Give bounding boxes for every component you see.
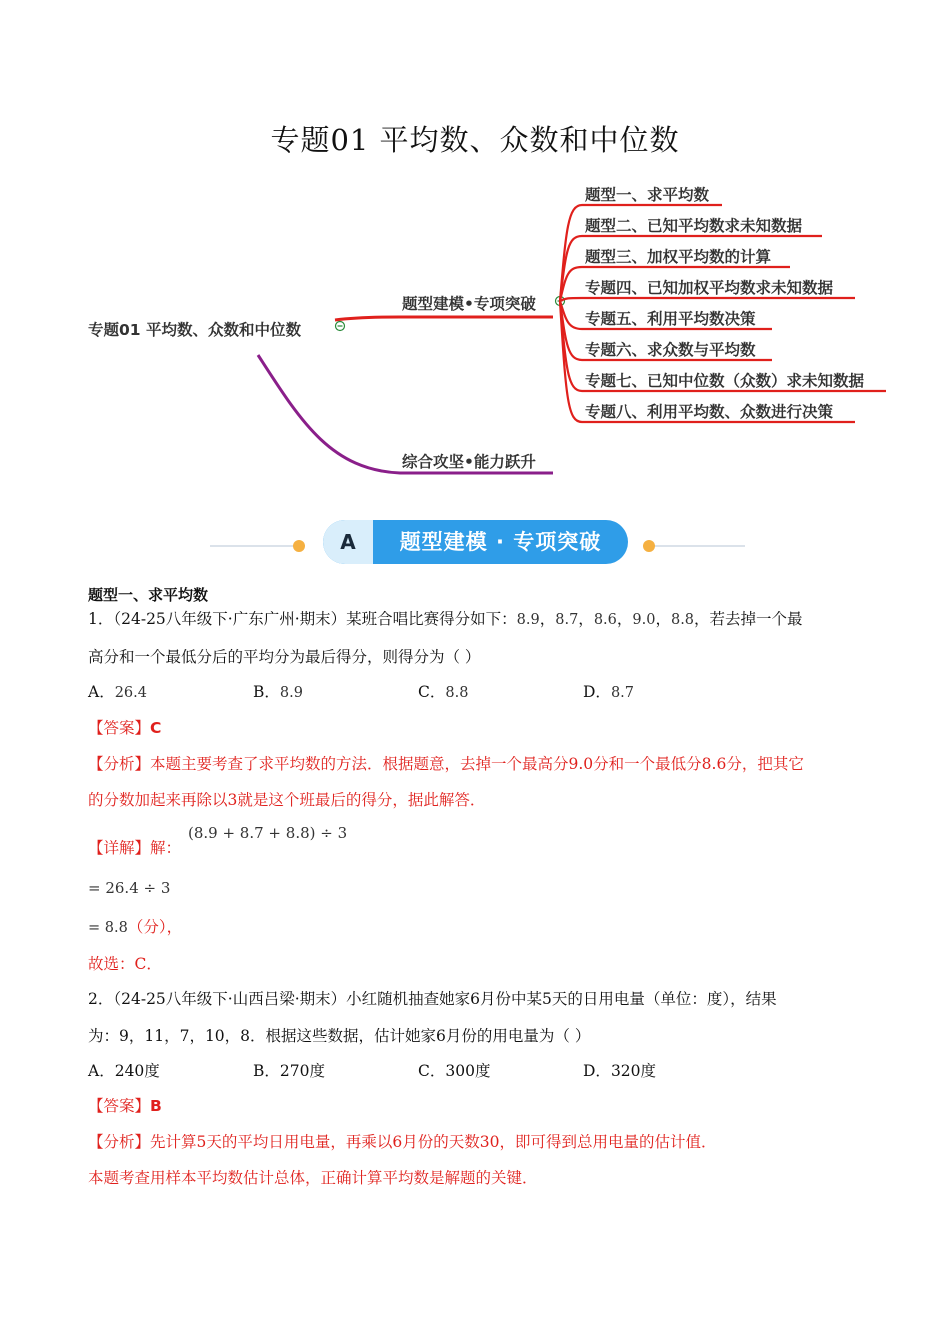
q1-calc-step1: = 26.4 ÷ 3 xyxy=(88,879,171,897)
mindmap-item: 题型一、求平均数 xyxy=(585,186,710,204)
q2-option-c: C．300度 xyxy=(418,1062,491,1080)
q1-calc-step2: = 8.8（分）， xyxy=(88,918,183,936)
mindmap-branch-comprehensive: 综合攻坚•能力跃升 xyxy=(402,453,536,471)
q2-option-a: A．240度 xyxy=(88,1062,160,1080)
q1-option-c: C．8.8 xyxy=(418,683,469,701)
section-heading: 题型一、求平均数 xyxy=(88,586,209,604)
banner-title: 题型建模 · 专项突破 xyxy=(399,530,602,554)
q2-stem-line2: 为：9，11，7，10，8．根据这些数据，估计她家6月份的用电量为（ ） xyxy=(88,1027,591,1045)
q1-calc-expression: (8.9 + 8.7 + 8.8) ÷ 3 xyxy=(188,824,348,842)
mindmap-branch-modeling: 题型建模•专项突破 xyxy=(402,295,536,313)
q1-detail: 【详解】解： xyxy=(88,839,182,857)
mindmap-item: 专题四、已知加权平均数求未知数据 xyxy=(585,279,834,297)
page-title: 专题01 平均数、众数和中位数 xyxy=(270,123,680,157)
mindmap-item: 专题八、利用平均数、众数进行决策 xyxy=(585,403,834,421)
q1-score: 8.9 xyxy=(516,612,540,628)
q1-stem-line2: 高分和一个最低分后的平均分为最后得分，则得分为（ ） xyxy=(88,648,481,666)
q1-score: 8.8 xyxy=(670,612,695,628)
q1-choice: 故选：C． xyxy=(88,955,162,973)
banner-letter: A xyxy=(323,520,373,564)
mindmap-item: 专题六、求众数与平均数 xyxy=(585,341,756,359)
q1-analysis-line1: 【分析】本题主要考查了求平均数的方法．根据题意，去掉一个最高分9.0分和一个最低分8.6分，把其它 xyxy=(88,755,804,773)
q1-analysis-line2: 的分数加起来再除以3就是这个班最后的得分，据此解答． xyxy=(88,791,486,809)
q2-analysis-line2: 本题考查用样本平均数估计总体，正确计算平均数是解题的关键． xyxy=(88,1169,538,1187)
q1-answer: 【答案】C xyxy=(88,719,162,737)
q1-option-b: B．8.9 xyxy=(253,683,303,701)
q1-stem-text: 1．（24-25八年级下·广东广州·期末）某班合唱比赛得分如下： xyxy=(88,610,517,628)
mindmap-branch1-line xyxy=(335,317,553,320)
q1-stem-line1: 1．（24-25八年级下·广东广州·期末）某班合唱比赛得分如下：8.9，8.7，8.6，9.0，8.8，若去掉一个最 xyxy=(88,610,803,628)
mindmap-item: 题型三、加权平均数的计算 xyxy=(585,248,772,266)
q1-option-d: D．8.7 xyxy=(583,683,634,701)
q2-analysis-line1: 【分析】先计算5天的平均日用电量，再乘以6月份的天数30，即可得到总用电量的估计值． xyxy=(88,1133,717,1151)
q1-score: 8.7 xyxy=(555,612,579,628)
q1-score: 9.0 xyxy=(632,612,656,628)
q2-option-d: D．320度 xyxy=(583,1062,657,1080)
q2-option-b: B．270度 xyxy=(253,1062,325,1080)
q2-answer: 【答案】B xyxy=(88,1097,162,1115)
section-banner xyxy=(323,520,628,564)
mindmap-root: 专题01 平均数、众数和中位数 xyxy=(88,321,301,339)
mindmap-item: 专题七、已知中位数（众数）求未知数据 xyxy=(585,372,865,390)
q2-stem-line1: 2．（24-25八年级下·山西吕梁·期末）小红随机抽查她家6月份中某5天的日用电量（单位：度），结果 xyxy=(88,990,777,1008)
q1-score: 8.6 xyxy=(593,612,617,628)
mindmap-item: 专题五、利用平均数决策 xyxy=(585,310,756,328)
q1-stem-tail: ，若去掉一个最 xyxy=(694,610,803,628)
mindmap-item: 题型二、已知平均数求未知数据 xyxy=(585,217,803,235)
q1-option-a: A．26.4 xyxy=(88,683,147,701)
